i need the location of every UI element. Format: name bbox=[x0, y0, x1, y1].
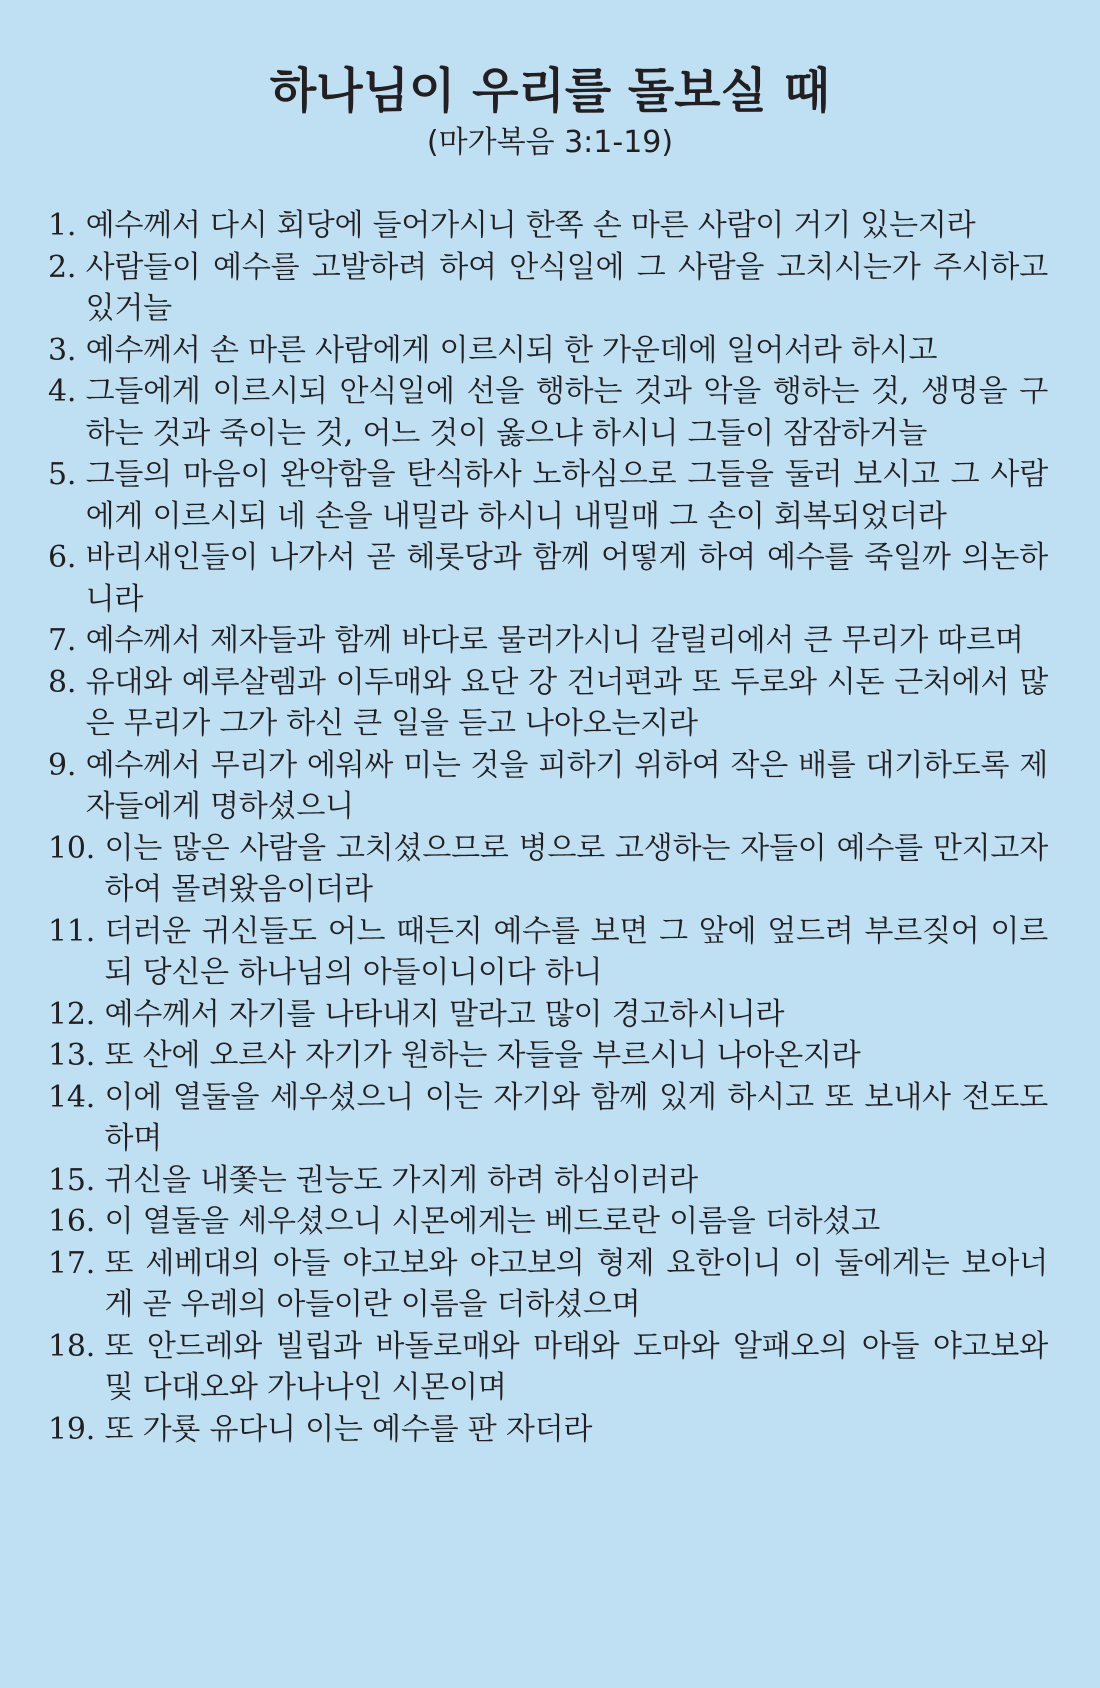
verse-item bbox=[48, 745, 1048, 828]
verse-number: 12. bbox=[48, 996, 105, 1032]
verse-text: 더러운 귀신들도 어느 때든지 예수를 보면 그 앞에 엎드려 부르짖어 이르되 당신은 하나님의 아들이니이다 하니 bbox=[104, 913, 1048, 990]
verse-item bbox=[48, 1077, 1048, 1160]
verse-list bbox=[48, 205, 1048, 1450]
verse-item bbox=[48, 454, 1048, 537]
verse-text: 예수께서 손 마른 사람에게 이르시되 한 가운데에 일어서라 하시고 bbox=[85, 332, 938, 368]
page-title: 하나님이 우리를 돌보실 때 bbox=[269, 63, 831, 119]
verse-text: 예수께서 무리가 에워싸 미는 것을 피하기 위하여 작은 배를 대기하도록 제자들에게 명하셨으니 bbox=[85, 747, 1048, 824]
verse-item bbox=[48, 371, 1048, 454]
verse-item bbox=[48, 911, 1048, 994]
verse-number: 11. bbox=[48, 913, 105, 949]
verse-number: 2. bbox=[48, 249, 86, 285]
verse-item bbox=[48, 1243, 1048, 1326]
verse-text: 그들에게 이르시되 안식일에 선을 행하는 것과 악을 행하는 것, 생명을 구하는 것과 죽이는 것, 어느 것이 옳으냐 하시니 그들이 잠잠하거늘 bbox=[85, 374, 1048, 451]
verse-number: 9. bbox=[48, 747, 86, 783]
verse-item bbox=[48, 205, 1048, 247]
verse-number: 7. bbox=[48, 623, 86, 658]
verse-number: 8. bbox=[48, 664, 86, 700]
verse-text: 이는 많은 사람을 고치셨으므로 병으로 고생하는 자들이 예수를 만지고자 하여 몰려왔음이더라 bbox=[104, 830, 1048, 907]
verse-item bbox=[48, 994, 1048, 1036]
verse-item bbox=[48, 247, 1048, 330]
verse-number: 17. bbox=[48, 1245, 105, 1281]
verse-item bbox=[48, 1409, 1048, 1451]
verse-text: 이에 열둘을 세우셨으니 이는 자기와 함께 있게 하시고 또 보내사 전도도 하며 bbox=[104, 1079, 1048, 1156]
verse-item bbox=[48, 1035, 1048, 1077]
verse-number: 14. bbox=[48, 1079, 105, 1115]
verse-text: 또 세베대의 아들 야고보와 야고보의 형제 요한이니 이 둘에게는 보아너게 곧 우레의 아들이란 이름을 더하셨으며 bbox=[104, 1245, 1048, 1322]
verse-text: 예수께서 제자들과 함께 바다로 물러가시니 갈릴리에서 큰 무리가 따르며 bbox=[85, 623, 1024, 658]
verse-item bbox=[48, 1326, 1048, 1409]
verse-number: 3. bbox=[48, 332, 86, 368]
verse-item bbox=[48, 1201, 1048, 1243]
verse-number: 18. bbox=[48, 1328, 105, 1364]
verse-item bbox=[48, 1160, 1048, 1202]
verse-item bbox=[48, 537, 1048, 620]
verse-number: 16. bbox=[48, 1204, 105, 1239]
verse-number: 19. bbox=[48, 1411, 105, 1447]
verse-text: 바리새인들이 나가서 곧 헤롯당과 함께 어떻게 하여 예수를 죽일까 의논하니라 bbox=[85, 540, 1048, 617]
verse-text: 사람들이 예수를 고발하려 하여 안식일에 그 사람을 고치시는가 주시하고 있거늘 bbox=[85, 249, 1048, 326]
verse-text: 그들의 마음이 완악함을 탄식하사 노하심으로 그들을 둘러 보시고 그 사람에게 이르시되 네 손을 내밀라 하시니 내밀매 그 손이 회복되었더라 bbox=[85, 457, 1048, 534]
verse-number: 4. bbox=[48, 374, 86, 409]
verse-item bbox=[48, 828, 1048, 911]
verse-number: 15. bbox=[48, 1162, 105, 1198]
verse-number: 5. bbox=[48, 457, 86, 492]
verse-text: 예수께서 다시 회당에 들어가시니 한쪽 손 마른 사람이 거기 있는지라 bbox=[85, 208, 976, 243]
verse-text: 또 가룟 유다니 이는 예수를 판 자더라 bbox=[104, 1411, 593, 1447]
verse-number: 1. bbox=[48, 208, 86, 243]
verse-text: 또 안드레와 빌립과 바돌로매와 마태와 도마와 알패오의 아들 야고보와 및 다대오와 가나나인 시몬이며 bbox=[104, 1328, 1048, 1405]
verse-number: 6. bbox=[48, 540, 86, 575]
verse-text: 귀신을 내쫓는 권능도 가지게 하려 하심이러라 bbox=[104, 1162, 698, 1198]
scripture-reference: (마가복음 3:1-19) bbox=[426, 125, 674, 160]
verse-text: 이 열둘을 세우셨으니 시몬에게는 베드로란 이름을 더하셨고 bbox=[104, 1204, 880, 1239]
verse-item bbox=[48, 330, 1048, 372]
verse-item bbox=[48, 620, 1048, 662]
verse-item bbox=[48, 662, 1048, 745]
verse-text: 예수께서 자기를 나타내지 말라고 많이 경고하시니라 bbox=[104, 996, 785, 1032]
verse-number: 10. bbox=[48, 830, 105, 866]
verse-number: 13. bbox=[48, 1038, 105, 1073]
verse-text: 유대와 예루살렘과 이두매와 요단 강 건너편과 또 두로와 시돈 근처에서 많은 무리가 그가 하신 큰 일을 듣고 나아오는지라 bbox=[85, 664, 1048, 741]
verse-text: 또 산에 오르사 자기가 원하는 자들을 부르시니 나아온지라 bbox=[104, 1038, 861, 1073]
